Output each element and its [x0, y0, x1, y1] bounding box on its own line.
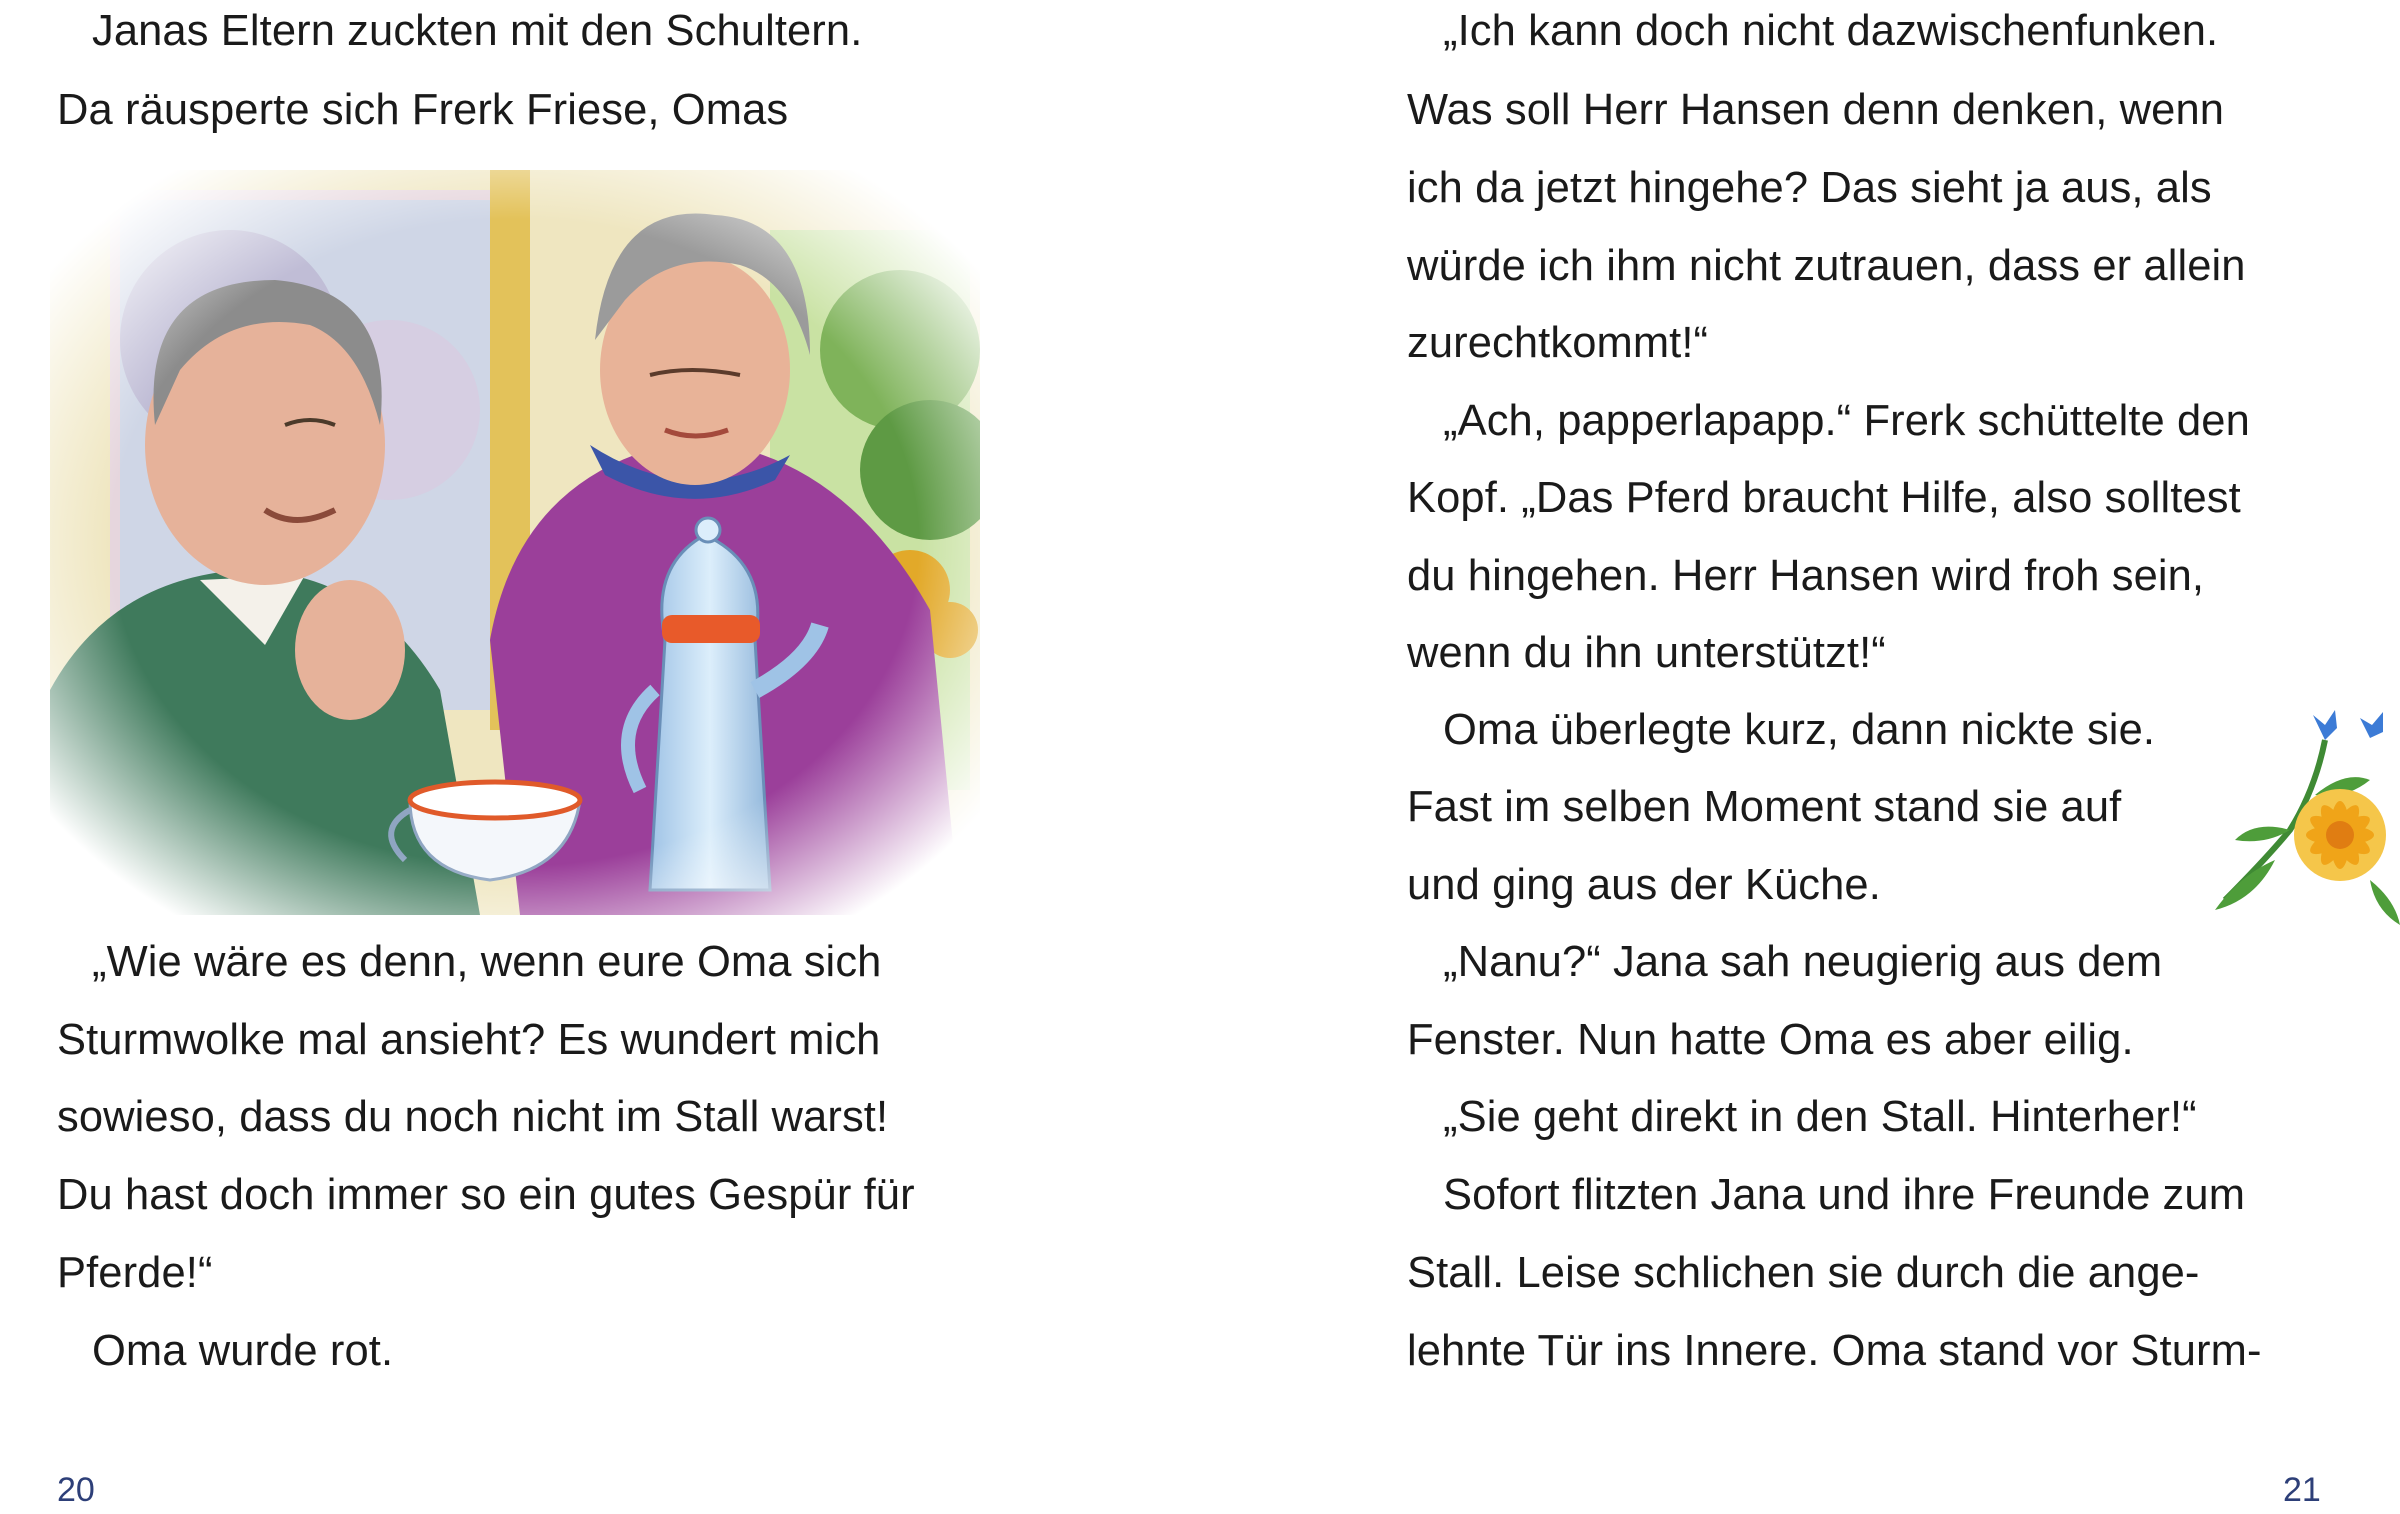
illustration-grandparents [50, 170, 980, 915]
page-number: 21 [2283, 1471, 2321, 1509]
text-line: „Ach, papperlapapp.“ Frerk schüttelte den [1443, 397, 2250, 445]
text-line: würde ich ihm nicht zutrauen, dass er allein [1407, 242, 2246, 290]
text-line: Oma wurde rot. [92, 1327, 394, 1375]
text-line: Oma überlegte kurz, dann nickte sie. [1443, 706, 2156, 754]
text-line: Kopf. „Das Pferd braucht Hilfe, also solltest [1407, 474, 2241, 522]
text-line: Stall. Leise schlichen sie durch die ange- [1407, 1249, 2200, 1297]
text-line: und ging aus der Küche. [1407, 861, 1881, 909]
text-line: Da räusperte sich Frerk Friese, Omas [57, 86, 789, 134]
text-line: Sofort flitzten Jana und ihre Freunde zum [1443, 1171, 2246, 1219]
text-line: lehnte Tür ins Innere. Oma stand vor Sturm- [1407, 1327, 2262, 1375]
text-line: Fenster. Nun hatte Oma es aber eilig. [1407, 1016, 2134, 1064]
text-line: „Sie geht direkt in den Stall. Hinterher!“ [1443, 1093, 2197, 1141]
text-line: Sturmwolke mal ansieht? Es wundert mich [57, 1016, 881, 1064]
flower-icon [2195, 700, 2400, 930]
text-line: „Ich kann doch nicht dazwischenfunken. [1443, 7, 2219, 55]
text-line: Du hast doch immer so ein gutes Gespür für [57, 1171, 915, 1219]
text-line: sowieso, dass du noch nicht im Stall warst! [57, 1093, 889, 1141]
text-line: Pferde!“ [57, 1249, 213, 1297]
text-line: „Nanu?“ Jana sah neugierig aus dem [1443, 938, 2163, 986]
text-line: ich da jetzt hingehe? Das sieht ja aus, als [1407, 164, 2212, 212]
text-line: wenn du ihn unterstützt!“ [1407, 629, 1886, 677]
text-line: Was soll Herr Hansen denn denken, wenn [1407, 86, 2225, 134]
page-number: 20 [57, 1471, 95, 1509]
text-line: zurechtkommt!“ [1407, 319, 1709, 367]
text-line: Fast im selben Moment stand sie auf [1407, 783, 2122, 831]
text-line: Janas Eltern zuckten mit den Schultern. [92, 7, 863, 55]
text-line: „Wie wäre es denn, wenn eure Oma sich [92, 938, 882, 986]
text-line: du hingehen. Herr Hansen wird froh sein, [1407, 552, 2205, 600]
